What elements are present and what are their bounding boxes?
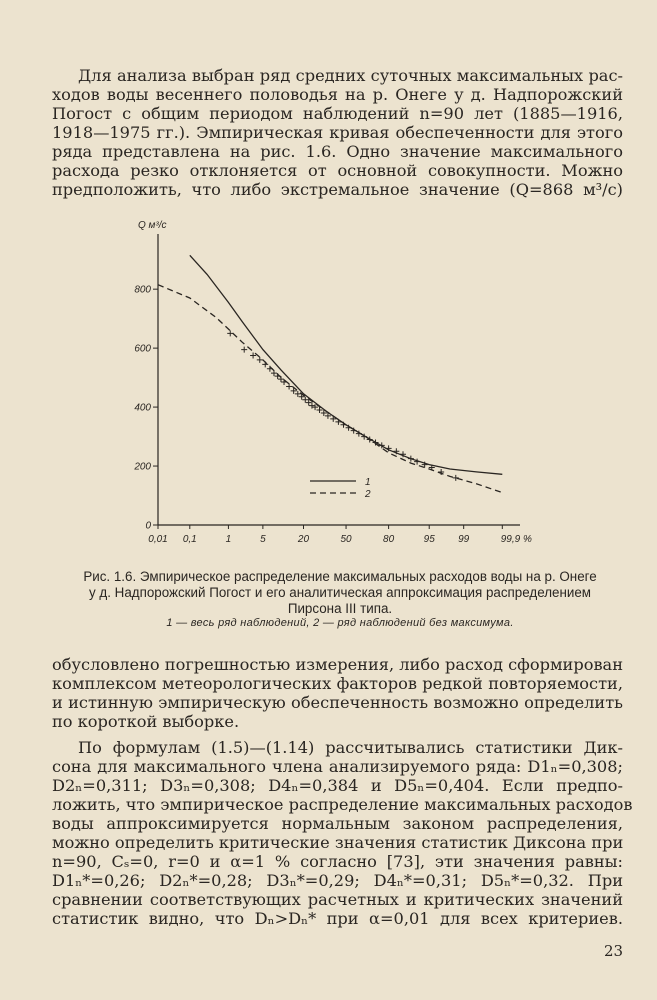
observation-point bbox=[335, 419, 341, 425]
x-tick-label: 80 bbox=[383, 534, 395, 545]
y-tick-label: 0 bbox=[145, 520, 151, 532]
observation-point bbox=[241, 347, 247, 353]
y-tick-label: 200 bbox=[134, 461, 151, 473]
text-line: 1918—1975 гг.). Эмпирическая кривая обеспеченности для этого bbox=[52, 123, 623, 142]
observation-point bbox=[286, 383, 292, 389]
chart-legend bbox=[310, 477, 371, 500]
observation-point bbox=[341, 422, 347, 428]
observation-point bbox=[281, 379, 287, 385]
text-line: сона для максимального члена анализируемого ряда: D1ₙ=0,308; bbox=[52, 757, 623, 776]
text-line: обусловлено погрешностью измерения, либо расход сформирован bbox=[52, 655, 623, 674]
text-line: D1ₙ*=0,26; D2ₙ*=0,28; D3ₙ*=0,29; D4ₙ*=0,31; D5ₙ*=0,32. При bbox=[52, 871, 623, 890]
x-tick-label: 20 bbox=[297, 534, 310, 545]
text-line: воды аппроксимируется нормальным законом распределения, bbox=[52, 814, 623, 833]
caption-line: у д. Надпорожский Погост и его аналитическая аппроксимация распределением bbox=[88, 585, 592, 600]
y-tick-label: 800 bbox=[134, 284, 151, 296]
observation-point bbox=[278, 376, 284, 382]
figure-caption bbox=[60, 569, 620, 617]
paragraph-top bbox=[52, 66, 623, 199]
text-line: n=90, Cₛ=0, r=0 и α=1 % согласно [73], эти значения равны: bbox=[52, 852, 623, 871]
text-line: ряда представлена на рис. 1.6. Одно значение максимального bbox=[52, 142, 623, 161]
paragraph-mid bbox=[52, 655, 623, 731]
observation-point bbox=[262, 361, 268, 367]
text-line: ходов воды весеннего половодья на р. Онеге у д. Надпорожский bbox=[52, 85, 623, 104]
x-tick-label: 50 bbox=[340, 534, 352, 545]
text-line: сравнении соответствующих расчетных и критических значений bbox=[52, 890, 623, 909]
x-tick-label: 0,01 bbox=[148, 534, 168, 545]
text-line: ложить, что эмпирическое распределение максимальных расходов bbox=[52, 795, 633, 814]
observation-point bbox=[227, 330, 233, 336]
text-line: и истинную эмпирическую обеспеченность возможно определить bbox=[52, 693, 623, 712]
x-tick-label: 0,1 bbox=[182, 534, 197, 545]
series-line-1 bbox=[190, 255, 503, 474]
legend-label: 1 bbox=[365, 477, 371, 488]
observation-point bbox=[408, 456, 414, 462]
observation-point bbox=[257, 357, 263, 363]
probability-chart bbox=[120, 210, 540, 555]
observation-point bbox=[275, 373, 281, 379]
text-line: комплексом метеорологических факторов редкой повторяемости, bbox=[52, 674, 623, 693]
observation-point bbox=[295, 391, 301, 397]
text-line: По формулам (1.5)—(1.14) рассчитывались статистики Дик- bbox=[78, 738, 623, 757]
page-number: 23 bbox=[604, 942, 624, 960]
observation-point bbox=[309, 403, 315, 409]
x-tick-label: 1 bbox=[225, 534, 232, 545]
x-tick-label: 99 bbox=[458, 534, 470, 545]
figure-legend-caption: 1 — весь ряд наблюдений, 2 — ряд наблюдений без максимума. bbox=[166, 617, 514, 629]
y-tick-label: 400 bbox=[134, 402, 151, 414]
text-line: статистик видно, что Dₙ>Dₙ* при α=0,01 для всех критериев. bbox=[52, 909, 623, 928]
text-line: можно определить критические значения статистик Диксона при bbox=[52, 833, 624, 852]
x-tick-label: 99,9 % bbox=[500, 534, 532, 545]
legend-label: 2 bbox=[365, 489, 371, 500]
text-line: Погост с общим периодом наблюдений n=90 лет (1885—1916, bbox=[52, 104, 623, 123]
observation-point bbox=[267, 366, 273, 372]
y-tick-label: 600 bbox=[134, 343, 151, 355]
caption-line: Пирсона III типа. bbox=[287, 601, 393, 616]
text-line: расхода резко отклоняется от основной совокупности. Можно bbox=[52, 161, 623, 180]
x-tick-label: 5 bbox=[260, 534, 266, 545]
text-line: Для анализа выбран ряд средних суточных максимальных рас- bbox=[78, 66, 623, 85]
caption-line: Рис. 1.6. Эмпирическое распределение максимальных расходов воды на р. Онеге bbox=[83, 569, 597, 584]
observation-point bbox=[453, 475, 459, 481]
paragraph-bottom bbox=[52, 738, 633, 928]
text-line: по короткой выборке. bbox=[52, 712, 240, 731]
observation-point bbox=[271, 370, 277, 376]
x-tick-label: 95 bbox=[423, 534, 435, 545]
text-line: D2ₙ=0,311; D3ₙ=0,308; D4ₙ=0,384 и D5ₙ=0,404. Если предпо- bbox=[52, 776, 623, 795]
text-line: предположить, что либо экстремальное значение (Q=868 м³/с) bbox=[52, 180, 623, 199]
observation-point bbox=[302, 397, 308, 403]
y-axis-label: Q м³/с bbox=[138, 220, 167, 231]
series-line-2 bbox=[158, 285, 502, 493]
